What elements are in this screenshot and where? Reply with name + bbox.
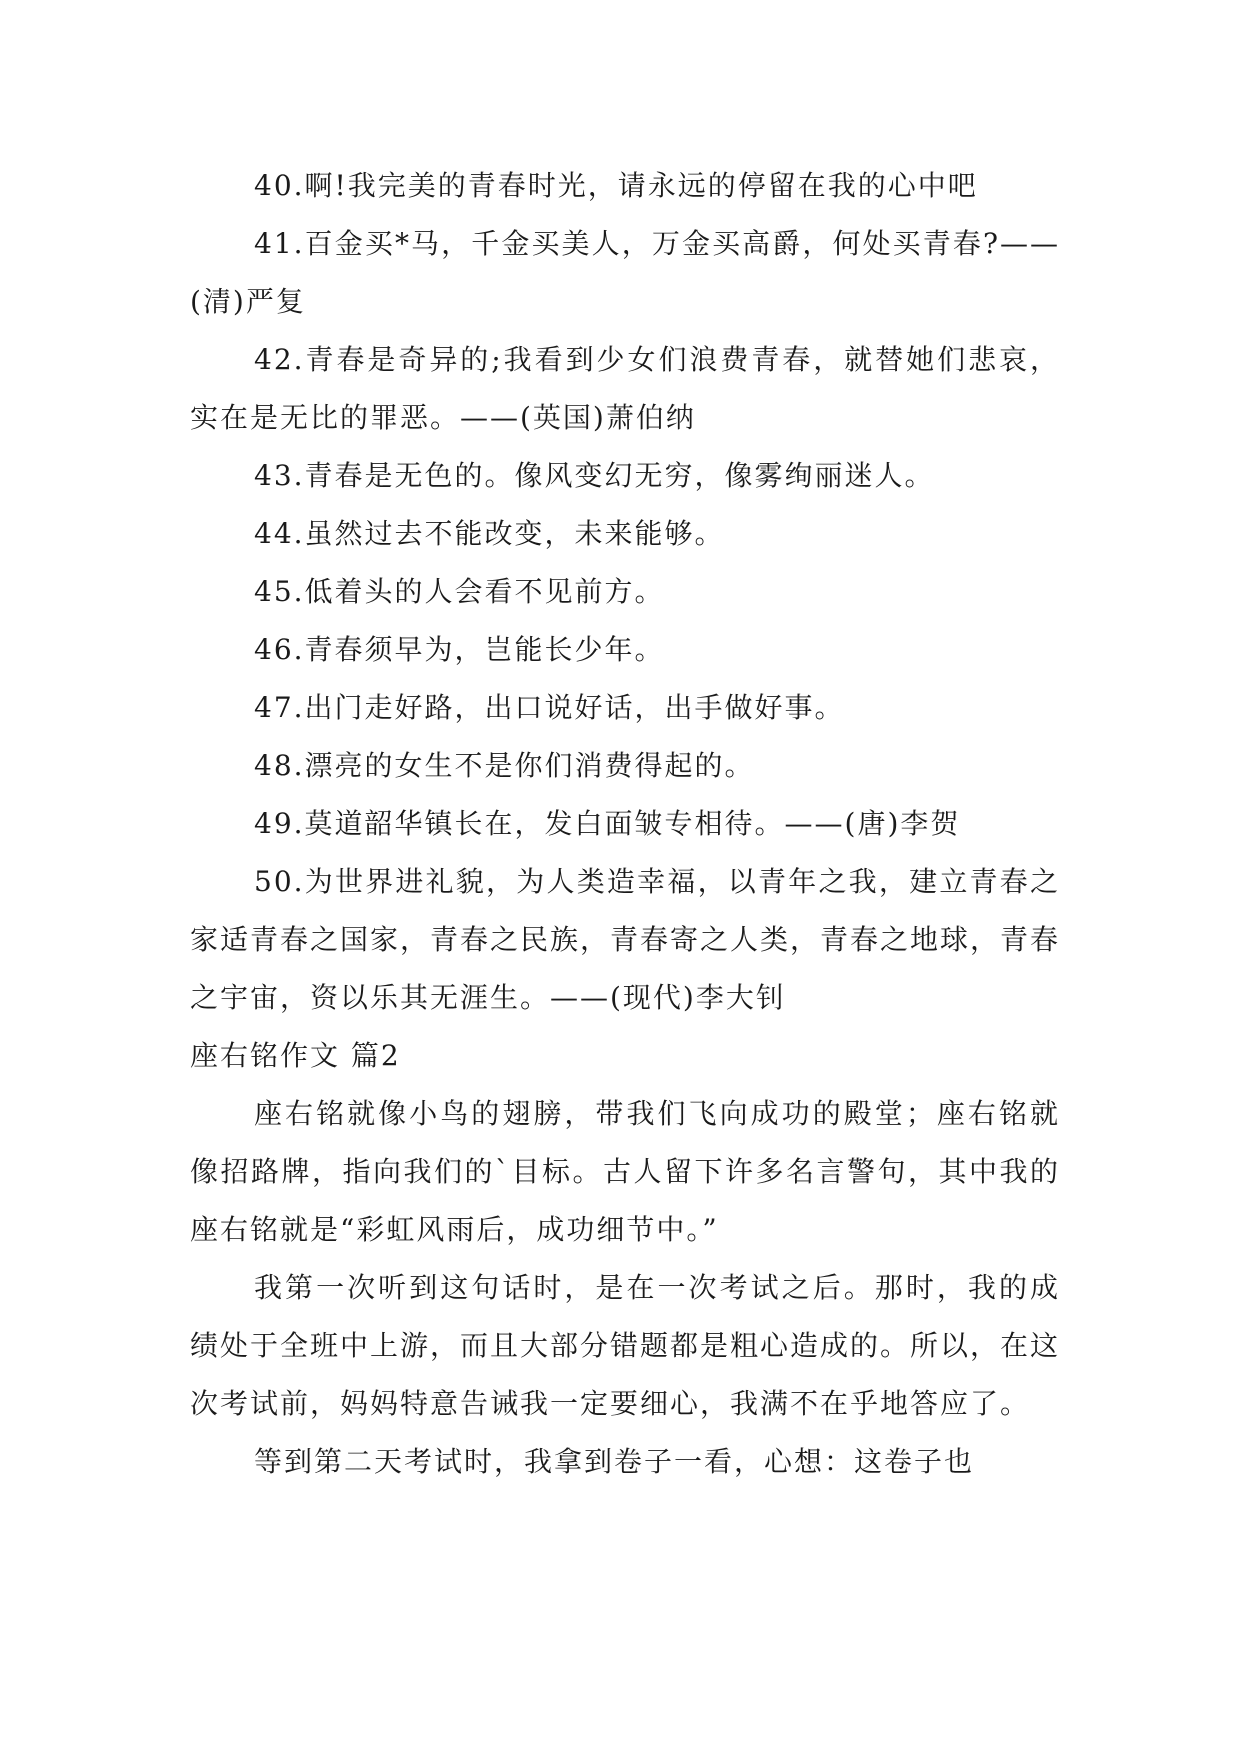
document-body: [190, 157, 1060, 1491]
quote-line-49: 49.莫道韶华镇长在，发白面皱专相待。——(唐)李贺: [254, 807, 961, 840]
essay-paragraph: 等到第二天考试时，我拿到卷子一看，心想：这卷子也: [254, 1445, 975, 1478]
quote-line-44: 44.虽然过去不能改变，未来能够。: [254, 517, 725, 550]
quote-line-48: 48.漂亮的女生不是你们消费得起的。: [254, 749, 755, 782]
section-heading: 座右铭作文 篇2: [190, 1039, 401, 1072]
essay-paragraph: 我第一次听到这句话时，是在一次考试之后。那时，我的成绩处于全班中上游，而且大部分错题都是粗心造成的。所以，在这次考试前，妈妈特意告诫我一定要细心，我满不在乎地答应了。: [190, 1271, 1061, 1420]
quote-line-43: 43.青春是无色的。像风变幻无穷，像雾绚丽迷人。: [254, 459, 935, 492]
quote-line-50: 50.为世界进礼貌，为人类造幸福，以青年之我，建立青春之家适青春之国家，青春之民族，青春寄之人类，青春之地球，青春之宇宙，资以乐其无涯生。——(现代)李大钊: [190, 865, 1061, 1014]
essay-paragraph: 座右铭就像小鸟的翅膀，带我们飞向成功的殿堂；座右铭就像招路牌，指向我们的`目标。古人留下许多名言警句，其中我的座右铭就是“彩虹风雨后，成功细节中。”: [190, 1097, 1060, 1246]
quote-line-45: 45.低着头的人会看不见前方。: [254, 575, 665, 608]
quote-line-47: 47.出门走好路，出口说好话，出手做好事。: [254, 691, 845, 724]
quote-line-46: 46.青春须早为，岂能长少年。: [254, 633, 665, 666]
quote-line-40: 40.啊!我完美的青春时光，请永远的停留在我的心中吧: [254, 169, 978, 202]
quote-line-42: 42.青春是奇异的;我看到少女们浪费青春，就替她们悲哀，实在是无比的罪恶。——(英国)萧伯纳: [190, 343, 1060, 434]
quote-line-41: 41.百金买*马，千金买美人，万金买高爵，何处买青春?——(清)严复: [190, 227, 1060, 318]
